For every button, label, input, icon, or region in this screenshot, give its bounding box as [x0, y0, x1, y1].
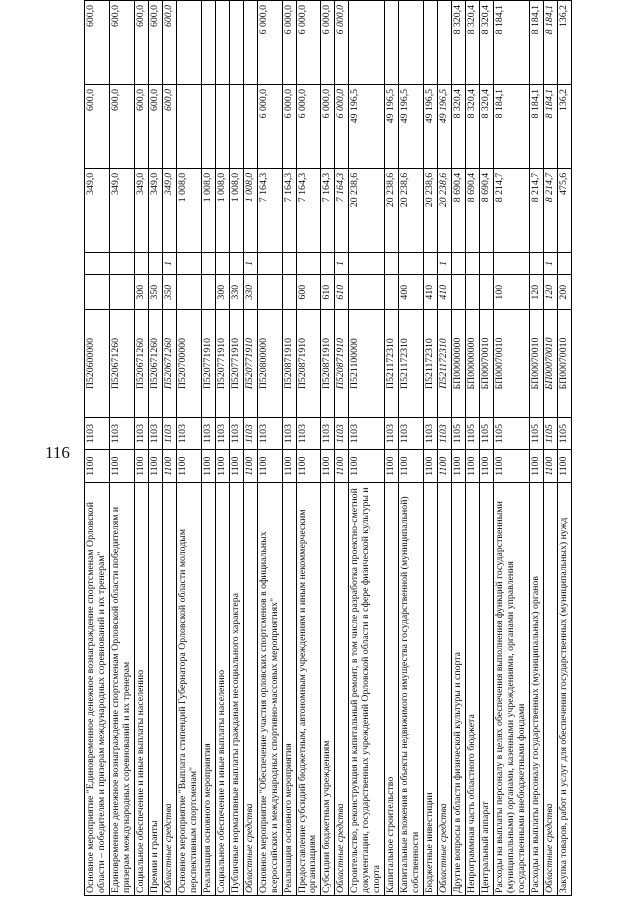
subsection-code-cell: 1105: [494, 417, 530, 450]
amount-year1-cell: 475,6: [557, 168, 571, 252]
table-row: [480, 1, 494, 896]
amount-year1-cell: 1 008,0: [243, 168, 257, 252]
amount-year1-cell: 20 238,6: [349, 168, 385, 252]
subsection-code-cell: 1103: [257, 417, 282, 450]
table-row: [399, 1, 424, 896]
amount-year3-cell: 8 184,1: [543, 1, 557, 85]
section-code-cell: 1100: [385, 450, 399, 483]
source-flag-cell: [296, 252, 321, 275]
name-cell: Основное мероприятие "Единовременное денежное вознаграждение спортсменам Орловской области – победителям и призерам международных соревнований и их тренерам": [85, 482, 110, 895]
expense-type-cell: [201, 275, 215, 310]
expense-type-cell: [85, 275, 110, 310]
amount-year2-cell: 600,0: [148, 84, 162, 168]
target-article-cell: П520771910: [201, 310, 215, 418]
source-flag-cell: [85, 252, 110, 275]
subsection-code-cell: 1103: [148, 417, 162, 450]
amount-year3-cell: 600,0: [134, 1, 148, 85]
table-row: [438, 1, 452, 896]
amount-year1-cell: 1 008,0: [201, 168, 215, 252]
source-flag-cell: 1: [438, 252, 452, 275]
expense-type-cell: 100: [494, 275, 530, 310]
amount-year3-cell: 6 000,0: [282, 1, 296, 85]
name-cell: Областные средства: [243, 482, 257, 895]
name-cell: Расходы на выплаты персоналу в целях обеспечения выполнения функций государственными (муниципальными) органами, казенными учреждениями, органами управления государственными внебюджетными фондами: [494, 482, 530, 895]
amount-year1-cell: 20 238,6: [399, 168, 424, 252]
target-article-cell: П521172310: [424, 310, 438, 418]
source-flag-cell: [480, 252, 494, 275]
amount-year2-cell: 8 320,4: [480, 84, 494, 168]
expense-type-cell: [480, 275, 494, 310]
amount-year3-cell: 8 320,4: [452, 1, 466, 85]
section-code-cell: 1100: [134, 450, 148, 483]
table-row: [385, 1, 399, 896]
amount-year3-cell: 8 184,1: [494, 1, 530, 85]
amount-year3-cell: [215, 1, 229, 85]
amount-year2-cell: 8 184,1: [543, 84, 557, 168]
source-flag-cell: [109, 252, 134, 275]
section-code-cell: 1100: [543, 450, 557, 483]
expense-type-cell: 610: [335, 275, 349, 310]
name-cell: Социальное обеспечение и иные выплаты населению: [134, 482, 148, 895]
subsection-code-cell: 1105: [452, 417, 466, 450]
source-flag-cell: [215, 252, 229, 275]
expense-type-cell: 600: [296, 275, 321, 310]
source-flag-cell: [399, 252, 424, 275]
amount-year1-cell: 8 690,4: [466, 168, 480, 252]
target-article-cell: П520771910: [229, 310, 243, 418]
expense-type-cell: 300: [215, 275, 229, 310]
subsection-code-cell: 1103: [215, 417, 229, 450]
expense-type-cell: 330: [243, 275, 257, 310]
table-row: [201, 1, 215, 896]
subsection-code-cell: 1103: [109, 417, 134, 450]
section-code-cell: 1100: [148, 450, 162, 483]
target-article-cell: П521172310: [385, 310, 399, 418]
section-code-cell: 1100: [557, 450, 571, 483]
expense-type-cell: 330: [229, 275, 243, 310]
expense-type-cell: 120: [529, 275, 543, 310]
source-flag-cell: [452, 252, 466, 275]
source-flag-cell: [385, 252, 399, 275]
amount-year2-cell: 6 000,0: [257, 84, 282, 168]
amount-year2-cell: 8 320,4: [466, 84, 480, 168]
subsection-code-cell: 1105: [466, 417, 480, 450]
source-flag-cell: [466, 252, 480, 275]
table-row: [349, 1, 385, 896]
amount-year3-cell: [438, 1, 452, 85]
amount-year3-cell: 6 000,0: [257, 1, 282, 85]
subsection-code-cell: 1103: [321, 417, 335, 450]
target-article-cell: П521100000: [349, 310, 385, 418]
budget-table: [84, 0, 572, 896]
table-row: [109, 1, 134, 896]
rotated-page: [84, 0, 580, 905]
section-code-cell: 1100: [466, 450, 480, 483]
table-row: [494, 1, 530, 896]
expense-type-cell: [466, 275, 480, 310]
target-article-cell: П521172310: [399, 310, 424, 418]
amount-year2-cell: 600,0: [162, 84, 176, 168]
target-article-cell: П520871910: [321, 310, 335, 418]
table-row: [543, 1, 557, 896]
target-article-cell: П520771910: [215, 310, 229, 418]
section-code-cell: 1100: [438, 450, 452, 483]
amount-year3-cell: [349, 1, 385, 85]
amount-year1-cell: 349,0: [109, 168, 134, 252]
amount-year1-cell: 349,0: [148, 168, 162, 252]
target-article-cell: БП00070010: [480, 310, 494, 418]
source-flag-cell: 1: [243, 252, 257, 275]
amount-year2-cell: [201, 84, 215, 168]
source-flag-cell: [257, 252, 282, 275]
amount-year3-cell: [201, 1, 215, 85]
name-cell: Расходы на выплаты персоналу государственных (муниципальных) органов: [529, 482, 543, 895]
table-row: [243, 1, 257, 896]
source-flag-cell: 1: [335, 252, 349, 275]
name-cell: Областные средства: [335, 482, 349, 895]
target-article-cell: БП00000000: [466, 310, 480, 418]
target-article-cell: БП00070010: [543, 310, 557, 418]
name-cell: Бюджетные инвестиции: [424, 482, 438, 895]
subsection-code-cell: 1103: [176, 417, 201, 450]
subsection-code-cell: 1103: [85, 417, 110, 450]
subsection-code-cell: 1103: [296, 417, 321, 450]
amount-year2-cell: [229, 84, 243, 168]
section-code-cell: 1100: [349, 450, 385, 483]
expense-type-cell: [109, 275, 134, 310]
name-cell: Реализация основного мероприятия: [282, 482, 296, 895]
amount-year2-cell: 6 000,0: [335, 84, 349, 168]
table-row: [215, 1, 229, 896]
amount-year1-cell: 1 008,0: [229, 168, 243, 252]
name-cell: Строительство, реконструкция и капитальный ремонт, в том числе разработка проектно-сметной документации, государственных учреждений Орловской области в сфере физической культуры и спорта: [349, 482, 385, 895]
section-code-cell: 1100: [399, 450, 424, 483]
amount-year1-cell: 349,0: [134, 168, 148, 252]
expense-type-cell: [176, 275, 201, 310]
amount-year2-cell: 49 196,5: [438, 84, 452, 168]
source-flag-cell: [424, 252, 438, 275]
amount-year3-cell: 8 320,4: [480, 1, 494, 85]
subsection-code-cell: 1103: [201, 417, 215, 450]
name-cell: Закупка товаров, работ и услуг для обеспечения государственных (муниципальных) нужд: [557, 482, 571, 895]
source-flag-cell: [282, 252, 296, 275]
table-row: [321, 1, 335, 896]
name-cell: Областные средства: [162, 482, 176, 895]
table-row: [134, 1, 148, 896]
subsection-code-cell: 1103: [162, 417, 176, 450]
amount-year1-cell: 20 238,6: [424, 168, 438, 252]
target-article-cell: П520800000: [257, 310, 282, 418]
section-code-cell: 1100: [176, 450, 201, 483]
expense-type-cell: [349, 275, 385, 310]
amount-year1-cell: 7 164,3: [257, 168, 282, 252]
amount-year3-cell: 600,0: [109, 1, 134, 85]
expense-type-cell: 400: [399, 275, 424, 310]
amount-year1-cell: 1 008,0: [176, 168, 201, 252]
section-code-cell: 1100: [480, 450, 494, 483]
table-row: [424, 1, 438, 896]
expense-type-cell: [257, 275, 282, 310]
amount-year2-cell: 600,0: [85, 84, 110, 168]
target-article-cell: П520871910: [335, 310, 349, 418]
name-cell: Основное мероприятие "Обеспечение участия орловских спортсменов в официальных всероссийских и международных спортивно-массовых мероприятиях": [257, 482, 282, 895]
amount-year1-cell: 8 214,7: [543, 168, 557, 252]
table-row: [229, 1, 243, 896]
section-code-cell: 1100: [85, 450, 110, 483]
subsection-code-cell: 1103: [399, 417, 424, 450]
subsection-code-cell: 1105: [543, 417, 557, 450]
expense-type-cell: [282, 275, 296, 310]
amount-year1-cell: 8 690,4: [452, 168, 466, 252]
target-article-cell: П521172310: [438, 310, 452, 418]
section-code-cell: 1100: [109, 450, 134, 483]
target-article-cell: П520671260: [148, 310, 162, 418]
amount-year2-cell: 600,0: [109, 84, 134, 168]
name-cell: Социальное обеспечение и иные выплаты населению: [215, 482, 229, 895]
name-cell: Основное мероприятие "Выплата стипендий Губернатора Орловской области молодым перспективным спортсменам": [176, 482, 201, 895]
amount-year3-cell: 6 000,0: [321, 1, 335, 85]
amount-year1-cell: 8 690,4: [480, 168, 494, 252]
amount-year3-cell: 8 184,1: [529, 1, 543, 85]
name-cell: Единовременное денежное вознаграждение спортсменам Орловской области победителям и призерам международных соревнований и их тренерам: [109, 482, 134, 895]
section-code-cell: 1100: [529, 450, 543, 483]
section-code-cell: 1100: [257, 450, 282, 483]
amount-year2-cell: 8 184,1: [529, 84, 543, 168]
name-cell: Предоставление субсидий бюджетным, автономным учреждениям и иным некоммерческим организациям: [296, 482, 321, 895]
source-flag-cell: 1: [543, 252, 557, 275]
table-row: [282, 1, 296, 896]
target-article-cell: П520600000: [85, 310, 110, 418]
target-article-cell: БП00070010: [494, 310, 530, 418]
source-flag-cell: [494, 252, 530, 275]
amount-year3-cell: 6 000,0: [296, 1, 321, 85]
table-row: [176, 1, 201, 896]
amount-year2-cell: [176, 84, 201, 168]
section-code-cell: 1100: [243, 450, 257, 483]
name-cell: Реализация основного мероприятия: [201, 482, 215, 895]
amount-year3-cell: 600,0: [85, 1, 110, 85]
amount-year3-cell: 136,2: [557, 1, 571, 85]
subsection-code-cell: 1103: [438, 417, 452, 450]
amount-year1-cell: 8 214,7: [529, 168, 543, 252]
amount-year2-cell: 49 196,5: [349, 84, 385, 168]
expense-type-cell: [452, 275, 466, 310]
amount-year2-cell: 6 000,0: [282, 84, 296, 168]
name-cell: Областные средства: [438, 482, 452, 895]
amount-year2-cell: 6 000,0: [296, 84, 321, 168]
amount-year1-cell: 7 164,3: [335, 168, 349, 252]
target-article-cell: П520671260: [109, 310, 134, 418]
amount-year3-cell: [424, 1, 438, 85]
amount-year1-cell: 7 164,3: [282, 168, 296, 252]
amount-year3-cell: [243, 1, 257, 85]
page-number: 116: [45, 443, 70, 462]
name-cell: Субсидии бюджетным учреждениям: [321, 482, 335, 895]
name-cell: Областные средства: [543, 482, 557, 895]
amount-year3-cell: 600,0: [148, 1, 162, 85]
name-cell: Капитальное строительство: [385, 482, 399, 895]
target-article-cell: П520671260: [134, 310, 148, 418]
table-row: [257, 1, 282, 896]
subsection-code-cell: 1103: [385, 417, 399, 450]
section-code-cell: 1100: [282, 450, 296, 483]
source-flag-cell: [321, 252, 335, 275]
amount-year1-cell: 8 214,7: [494, 168, 530, 252]
target-article-cell: П520771910: [243, 310, 257, 418]
amount-year2-cell: 136,2: [557, 84, 571, 168]
expense-type-cell: 350: [162, 275, 176, 310]
expense-type-cell: 300: [134, 275, 148, 310]
amount-year1-cell: 7 164,3: [321, 168, 335, 252]
target-article-cell: П520700000: [176, 310, 201, 418]
source-flag-cell: 1: [162, 252, 176, 275]
section-code-cell: 1100: [452, 450, 466, 483]
source-flag-cell: [557, 252, 571, 275]
target-article-cell: БП00000000: [452, 310, 466, 418]
source-flag-cell: [201, 252, 215, 275]
expense-type-cell: 610: [321, 275, 335, 310]
amount-year3-cell: [229, 1, 243, 85]
table-row: [148, 1, 162, 896]
name-cell: Капитальные вложения в объекты недвижимого имущества государственной (муниципальной) собственности: [399, 482, 424, 895]
section-code-cell: 1100: [162, 450, 176, 483]
section-code-cell: 1100: [424, 450, 438, 483]
amount-year2-cell: 49 196,5: [424, 84, 438, 168]
expense-type-cell: 120: [543, 275, 557, 310]
section-code-cell: 1100: [335, 450, 349, 483]
section-code-cell: 1100: [215, 450, 229, 483]
table-row: [85, 1, 110, 896]
expense-type-cell: 410: [424, 275, 438, 310]
amount-year1-cell: 20 238,6: [385, 168, 399, 252]
section-code-cell: 1100: [321, 450, 335, 483]
amount-year2-cell: 600,0: [134, 84, 148, 168]
target-article-cell: П520671260: [162, 310, 176, 418]
source-flag-cell: [529, 252, 543, 275]
expense-type-cell: 350: [148, 275, 162, 310]
amount-year3-cell: [399, 1, 424, 85]
table-row: [452, 1, 466, 896]
name-cell: Премии и гранты: [148, 482, 162, 895]
amount-year2-cell: 8 320,4: [452, 84, 466, 168]
amount-year2-cell: 8 184,1: [494, 84, 530, 168]
table-row: [335, 1, 349, 896]
subsection-code-cell: 1105: [557, 417, 571, 450]
expense-type-cell: 410: [438, 275, 452, 310]
amount-year2-cell: [243, 84, 257, 168]
table-row: [466, 1, 480, 896]
table-row: [557, 1, 571, 896]
amount-year1-cell: 349,0: [85, 168, 110, 252]
amount-year3-cell: 600,0: [162, 1, 176, 85]
amount-year2-cell: [215, 84, 229, 168]
section-code-cell: 1100: [494, 450, 530, 483]
source-flag-cell: [148, 252, 162, 275]
source-flag-cell: [229, 252, 243, 275]
amount-year1-cell: 7 164,3: [296, 168, 321, 252]
name-cell: Непрограммная часть областного бюджета: [466, 482, 480, 895]
target-article-cell: П520871910: [296, 310, 321, 418]
amount-year2-cell: 49 196,5: [385, 84, 399, 168]
source-flag-cell: [176, 252, 201, 275]
expense-type-cell: [385, 275, 399, 310]
section-code-cell: 1100: [229, 450, 243, 483]
subsection-code-cell: 1103: [134, 417, 148, 450]
source-flag-cell: [349, 252, 385, 275]
amount-year2-cell: 6 000,0: [321, 84, 335, 168]
target-article-cell: П520871910: [282, 310, 296, 418]
name-cell: Другие вопросы в области физической культуры и спорта: [452, 482, 466, 895]
table-row: [162, 1, 176, 896]
name-cell: Публичные нормативные выплаты гражданам несоциального характера: [229, 482, 243, 895]
amount-year3-cell: [385, 1, 399, 85]
amount-year3-cell: 8 320,4: [466, 1, 480, 85]
amount-year3-cell: 6 000,0: [335, 1, 349, 85]
amount-year1-cell: 349,0: [162, 168, 176, 252]
target-article-cell: БП00070010: [529, 310, 543, 418]
subsection-code-cell: 1103: [335, 417, 349, 450]
subsection-code-cell: 1105: [529, 417, 543, 450]
subsection-code-cell: 1103: [424, 417, 438, 450]
section-code-cell: 1100: [201, 450, 215, 483]
table-row: [296, 1, 321, 896]
subsection-code-cell: 1103: [282, 417, 296, 450]
section-code-cell: 1100: [296, 450, 321, 483]
amount-year1-cell: 1 008,0: [215, 168, 229, 252]
subsection-code-cell: 1103: [349, 417, 385, 450]
source-flag-cell: [134, 252, 148, 275]
subsection-code-cell: 1103: [243, 417, 257, 450]
name-cell: Центральный аппарат: [480, 482, 494, 895]
subsection-code-cell: 1105: [480, 417, 494, 450]
amount-year3-cell: [176, 1, 201, 85]
subsection-code-cell: 1103: [229, 417, 243, 450]
table-row: [529, 1, 543, 896]
target-article-cell: БП00070010: [557, 310, 571, 418]
amount-year2-cell: 49 196,5: [399, 84, 424, 168]
amount-year1-cell: 20 238,6: [438, 168, 452, 252]
expense-type-cell: 200: [557, 275, 571, 310]
